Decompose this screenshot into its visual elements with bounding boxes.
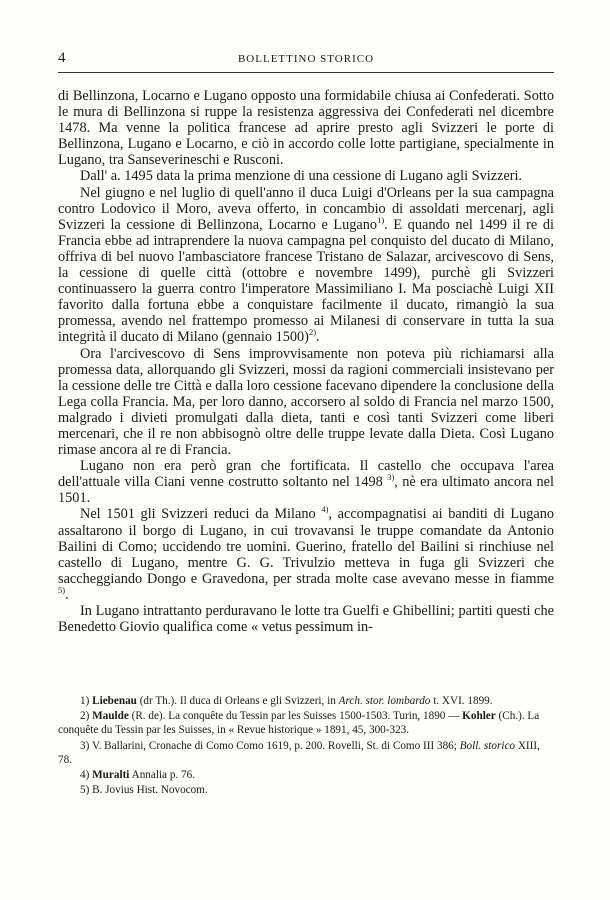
footnote-1 <box>58 694 554 708</box>
paragraph-6-text-a: Nel 1501 gli Svizzeri reduci da Milano <box>80 506 316 523</box>
footnote-2 <box>58 709 554 737</box>
footnote-1-author: Liebenau <box>92 695 137 707</box>
footnote-4 <box>58 768 554 782</box>
footnote-2-author-2: Kohler <box>462 710 496 723</box>
running-title: BOLLETTINO STORICO <box>237 53 375 65</box>
paragraph-3 <box>58 185 554 346</box>
page-number: 4 <box>58 50 66 66</box>
paragraph-4: Ora l'arcivescovo di Sens improvvisamente non poteva più richiamarsi alla promessa data, allorquando gli Svizzeri, mossi da ragioni commerciali insistevano per la cessione delle tre Città e dalla loro cessione facevano dipendere la conclusione della Lega colla Francia. Ma, per loro danno, accorsero al soldo di Francia nel marzo 1500, malgrado i divieti promulgati dalla dieta, tanti e così tanti Svizzeri come liberi mercenari, che il re non abbisognò oltre delle truppe levate dalla Dieta. Così Lugano rimase ancora al re di Francia. <box>58 345 554 459</box>
paragraph-5 <box>58 458 554 506</box>
footnote-1-number: 1) <box>80 695 90 707</box>
paragraph-3-text-c: . <box>316 329 320 346</box>
footnote-3 <box>58 739 554 767</box>
footnote-5-number: 5) <box>80 784 90 797</box>
footnote-5-text-a: B. Jovius Hist. Novocom. <box>92 784 208 797</box>
paragraph-7: In Lugano intrattanto perduravano le lotte tra Guelfi e Ghibellini; partiti questi che Benedetto Giovio qualifica come « vetus pessimum in- <box>58 603 554 636</box>
footnote-3-author-2: Rovelli <box>327 739 361 752</box>
footnote-3-text-b: , St. di Como III 386; <box>360 739 457 752</box>
footnote-4-number: 4) <box>80 769 90 782</box>
footnote-ref-1: 1) <box>377 214 385 225</box>
paragraph-5-text-b: , nè era ultimato ancora nel 1501. <box>58 474 554 507</box>
footnote-3-number: 3) <box>80 739 90 752</box>
paragraph-5-text-a: Lugano non era però gran che fortificata. Il castello che occupava l'area dell'attuale villa Ciani venne costrutto soltanto nel 1498 <box>58 458 554 491</box>
footnote-3-journal: Boll. storico <box>459 739 516 752</box>
footnote-1-text-b: t. XVI. 1899. <box>433 695 493 707</box>
footnote-5 <box>58 783 554 797</box>
header-rule <box>58 72 554 73</box>
footnote-ref-4: 4) <box>321 504 329 515</box>
paragraph-6-text-b: , accompagnatisi ai banditi di Lugano assaltarono il borgo di Lugano, in cui trovavansi le truppe comandate da Antonio Bailini di Como; uccidendo tre uomini. Guerino, fratello del Bailini si rinchiuse nel castello di Lugano, mentre G. G. Trivulzio metteva in fuga gli Svizzeri che saccheggiando Dongo e Gravedona, per strada molte case avevano messe in fiamme <box>58 506 555 587</box>
footnotes <box>58 694 554 798</box>
footnote-4-author: Muralti <box>92 769 130 782</box>
footnote-2-author: Maulde <box>92 710 129 723</box>
paragraph-1: di Bellinzona, Locarno e Lugano opposto una formidabile chiusa ai Confederati. Sotto le mura di Bellinzona si ruppe la resistenza aggressiva dei Confederati nel dicembre 1478. Ma venne la politica francese ad aprire presto agli Svizzeri le porte di Bellinzona, Lugano e Locarno, e ciò in accordo colle lotte partigiane, specialmente in Lugano, tra Sanseverineschi e Rusconi. <box>58 88 554 169</box>
main-text <box>58 88 554 635</box>
footnote-ref-2: 2) <box>308 327 317 338</box>
footnote-2-text-b: (Ch.). La conquête du Tessin par les Suisses, in « Revue historique » 1891, 45, 300-323. <box>58 710 540 737</box>
footnote-4-text-a: Annalia p. 76. <box>131 769 195 782</box>
paragraph-6-text-c: . <box>65 586 69 603</box>
footnote-ref-3: 3) <box>387 472 395 483</box>
footnote-3-text-a: V. Ballarini, Cronache di Como Como 1619, p. 200. <box>91 739 326 752</box>
paragraph-2: Dall' a. 1495 data la prima menzione di una cessione di Lugano agli Svizzeri. <box>80 168 523 185</box>
paragraph-3-text-a: Nel giugno e nel luglio di quell'anno il duca Luigi d'Orleans per la sua campagna contro Lodovico il Moro, aveva offerto, in concambio di assoldati mercenarj, agli Svizzeri la cessione di Bellinzona, Locarno e Lugano <box>58 184 554 233</box>
paragraph-6 <box>58 506 554 603</box>
footnote-3-text-c: XIII, 78. <box>58 739 540 766</box>
footnote-1-text-a: (dr Th.). Il duca di Orleans e gli Svizzeri, in <box>139 695 336 707</box>
footnote-ref-5: 5) <box>58 585 66 596</box>
footnote-2-text-a: (R. de). La conquête du Tessin par les Suisses 1500-1503. Turin, 1890 — <box>131 710 460 723</box>
page-header <box>58 50 554 70</box>
footnote-1-journal: Arch. stor. lombardo <box>338 695 431 707</box>
paragraph-3-text-b: . E quando nel 1499 il re di Francia ebbe ad intraprendere la nuova campagna pel conquisto del ducato di Milano, offriva di bel nuovo l'ambasciatore francese Tristano de Salazar, arcivescovo di Sens, la cessione di quelle città (ottobre e novembre 1499), purchè gli Svizzeri continuassero la guerra contro l'imperatore Massimiliano I. Ma posciachè Luigi XII favorito dalla fortuna ebbe a conquistare facilmente il ducato, rimangiò la sua promessa, avendo nel frattempo promesso ai Milanesi di conservare in tutta la sua integrità il ducato di Milano (gennaio 1500) <box>58 216 554 346</box>
footnote-2-number: 2) <box>80 710 90 723</box>
